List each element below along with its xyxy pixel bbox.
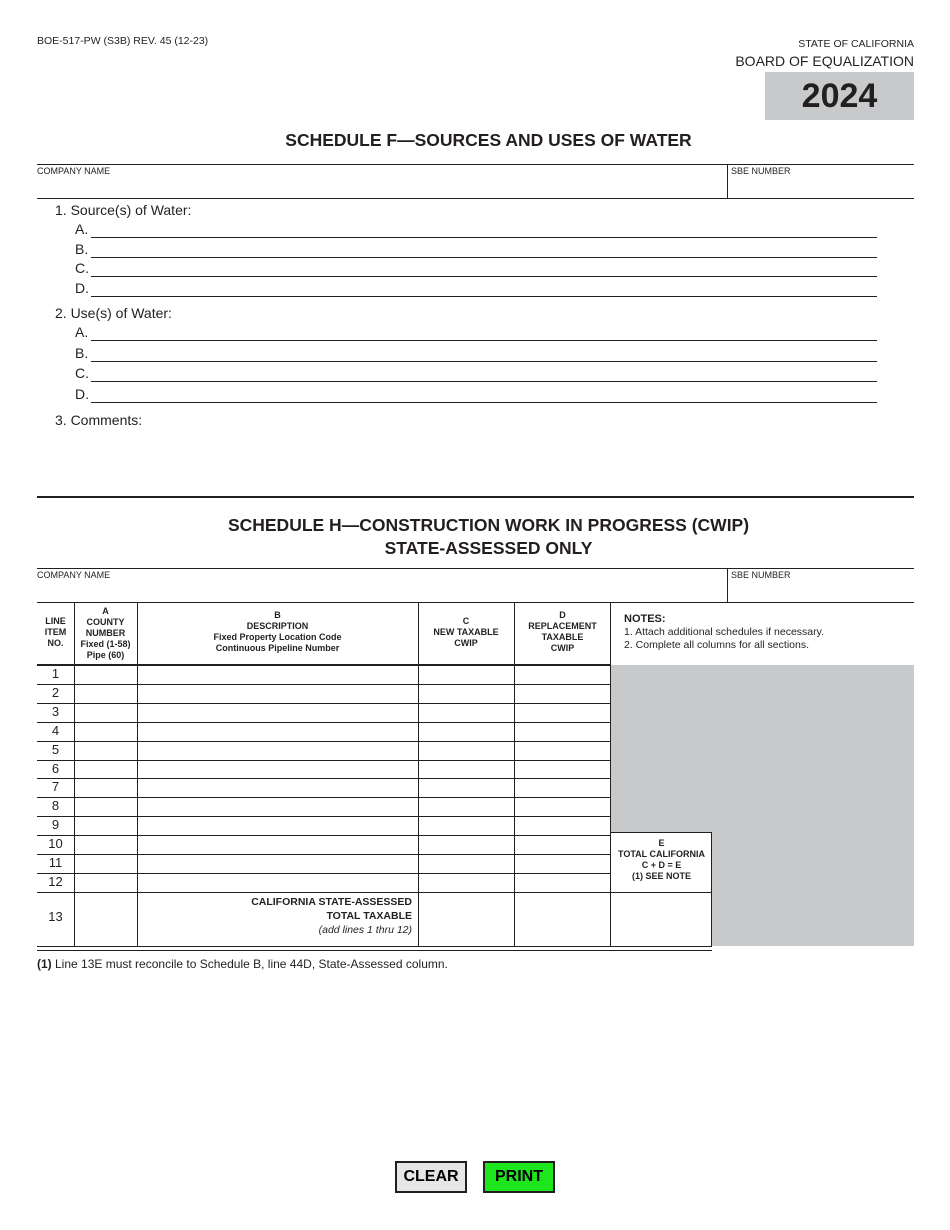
row-number: 11: [48, 855, 63, 870]
schedule-h-subtitle: STATE-ASSESSED ONLY: [384, 538, 593, 558]
row-3-col-b-input[interactable]: [138, 704, 417, 721]
row-6-col-c-input[interactable]: [419, 761, 513, 778]
col-line-header: LINE ITEM NO.: [44, 616, 67, 648]
sbe-cell: [727, 165, 914, 199]
company-name-label: COMPANY NAME: [37, 166, 111, 176]
comments-input[interactable]: [75, 432, 877, 490]
row-2-col-b-input[interactable]: [138, 685, 417, 702]
schedule-f-title: SCHEDULE F—SOURCES AND USES OF WATER: [285, 130, 692, 150]
col-c-header: C NEW TAXABLE CWIP: [433, 616, 499, 648]
row-8-col-c-input[interactable]: [419, 798, 513, 815]
row-number: 7: [51, 779, 60, 795]
use-b-input[interactable]: [91, 344, 877, 362]
row-7-col-b-input[interactable]: [138, 779, 417, 796]
source-row-a: [75, 220, 877, 238]
row-13-col-a-input[interactable]: [75, 893, 136, 945]
sbe-number-label: SBE NUMBER: [731, 570, 791, 580]
schedule-h-sbe-number-input[interactable]: [730, 581, 913, 602]
source-d-input[interactable]: [91, 279, 877, 297]
row-2-col-a-input[interactable]: [75, 685, 136, 702]
source-b-input[interactable]: [91, 240, 877, 258]
row-12-col-a-input[interactable]: [75, 874, 136, 891]
schedule-f-company-row: [37, 164, 914, 199]
row-6-col-b-input[interactable]: [138, 761, 417, 778]
sbe-cell: [727, 569, 914, 603]
board-label: BOARD OF EQUALIZATION: [735, 53, 914, 69]
row-2-col-c-input[interactable]: [419, 685, 513, 702]
notes-block: [624, 613, 824, 652]
row-number: 10: [48, 836, 63, 852]
source-a-input[interactable]: [91, 220, 877, 238]
sbe-number-label: SBE NUMBER: [731, 166, 791, 176]
row-4-col-a-input[interactable]: [75, 723, 136, 740]
row-number: 2: [51, 684, 60, 700]
row-7-col-c-input[interactable]: [419, 779, 513, 796]
question-1-label: 1. Source(s) of Water:: [55, 202, 192, 218]
col-e-header: E TOTAL CALIFORNIA C + D = E (1) SEE NOTE: [618, 838, 705, 881]
row-13-col-d-input[interactable]: [515, 893, 610, 945]
col-rule-e: [610, 602, 611, 946]
row-number: 6: [51, 760, 60, 776]
row-1-col-a-input[interactable]: [75, 666, 136, 683]
use-row-a: [75, 323, 877, 341]
row-8-col-d-input[interactable]: [515, 798, 610, 815]
row-9-col-d-input[interactable]: [515, 817, 610, 834]
row-7-col-a-input[interactable]: [75, 779, 136, 796]
source-row-b: [75, 240, 877, 258]
row-11-col-b-input[interactable]: [138, 855, 417, 872]
row-10-col-d-input[interactable]: [515, 836, 610, 853]
use-a-input[interactable]: [91, 323, 877, 341]
use-row-d: [75, 385, 877, 403]
row-number: 3: [51, 703, 60, 719]
row-3-col-a-input[interactable]: [75, 704, 136, 721]
row-1-col-c-input[interactable]: [419, 666, 513, 683]
table-bottom-rule: [37, 946, 712, 947]
row-4-col-d-input[interactable]: [515, 723, 610, 740]
col-rule-e-right: [711, 832, 712, 946]
row-3-col-c-input[interactable]: [419, 704, 513, 721]
schedule-h-company-row: [37, 568, 914, 603]
schedule-h-company-name-input[interactable]: [37, 581, 725, 602]
line-13-label: CALIFORNIA STATE-ASSESSED TOTAL TAXABLE (add lines 1 thru 12): [251, 896, 412, 936]
letter-c: C.: [75, 365, 89, 381]
row-5-col-d-input[interactable]: [515, 742, 610, 759]
row-1-col-b-input[interactable]: [138, 666, 417, 683]
row-7-col-d-input[interactable]: [515, 779, 610, 796]
state-label: STATE OF CALIFORNIA: [798, 38, 914, 50]
schedule-f-sbe-number-input[interactable]: [730, 177, 913, 198]
row-8-col-a-input[interactable]: [75, 798, 136, 815]
source-row-d: [75, 279, 877, 297]
print-button[interactable]: PRINT: [483, 1161, 555, 1193]
row-8-col-b-input[interactable]: [138, 798, 417, 815]
row-4-col-b-input[interactable]: [138, 723, 417, 740]
schedule-f-company-name-input[interactable]: [37, 177, 725, 198]
row-9-col-a-input[interactable]: [75, 817, 136, 834]
clear-button[interactable]: CLEAR: [395, 1161, 467, 1193]
gray-fill-lower: [712, 832, 914, 946]
row-13-col-e-input[interactable]: [612, 893, 711, 945]
row-9-col-c-input[interactable]: [419, 817, 513, 834]
row-11-col-d-input[interactable]: [515, 855, 610, 872]
gray-fill-upper: [611, 665, 914, 832]
use-row-c: [75, 364, 877, 382]
source-c-input[interactable]: [91, 259, 877, 277]
row-number-13: 13: [48, 908, 63, 924]
row-6-col-d-input[interactable]: [515, 761, 610, 778]
footnote: (1) Line 13E must reconcile to Schedule B, line 44D, State-Assessed column.: [37, 957, 448, 971]
row-number: 12: [48, 873, 63, 889]
use-d-input[interactable]: [91, 385, 877, 403]
row-5-col-c-input[interactable]: [419, 742, 513, 759]
row-13-col-c-input[interactable]: [419, 893, 513, 945]
letter-d: D.: [75, 386, 89, 402]
use-row-b: [75, 344, 877, 362]
note-2: 2. Complete all columns for all sections.: [624, 639, 809, 651]
note-1: 1. Attach additional schedules if necessary.: [624, 626, 825, 638]
row-number: 1: [51, 666, 60, 681]
letter-d: D.: [75, 280, 89, 296]
schedule-h-title: SCHEDULE H—CONSTRUCTION WORK IN PROGRESS (CWIP): [227, 515, 750, 535]
year-box: 2024: [765, 72, 914, 120]
row-10-col-c-input[interactable]: [419, 836, 513, 853]
row-10-col-a-input[interactable]: [75, 836, 136, 853]
col-a-header: A COUNTY NUMBER Fixed (1-58) Pipe (60): [80, 606, 131, 660]
col-d-header: D REPLACEMENT TAXABLE CWIP: [528, 610, 597, 653]
row-number: 5: [51, 741, 60, 757]
row-12-col-d-input[interactable]: [515, 874, 610, 891]
row-number: 9: [51, 817, 60, 833]
row-9-col-b-input[interactable]: [138, 817, 417, 834]
row-number: 4: [51, 722, 60, 738]
table-double-rule: [37, 950, 712, 951]
row-12-col-c-input[interactable]: [419, 874, 513, 891]
row-5-col-b-input[interactable]: [138, 742, 417, 759]
letter-b: B.: [75, 345, 89, 361]
row-4-col-c-input[interactable]: [419, 723, 513, 740]
col-b-header: B DESCRIPTION Fixed Property Location Code Continuous Pipeline Number: [213, 610, 342, 653]
table-top-rule: [37, 602, 914, 603]
row-10-col-b-input[interactable]: [138, 836, 417, 853]
section-divider: [37, 496, 914, 498]
row-1-col-d-input[interactable]: [515, 666, 610, 683]
form-id: BOE-517-PW (S3B) REV. 45 (12-23): [37, 35, 209, 47]
row-number: 8: [51, 798, 60, 814]
row-11-col-c-input[interactable]: [419, 855, 513, 872]
row-6-col-a-input[interactable]: [75, 761, 136, 778]
letter-b: B.: [75, 241, 89, 257]
row-5-col-a-input[interactable]: [75, 742, 136, 759]
row-3-col-d-input[interactable]: [515, 704, 610, 721]
question-2-label: 2. Use(s) of Water:: [55, 305, 172, 321]
company-name-label: COMPANY NAME: [37, 570, 111, 580]
row-12-col-b-input[interactable]: [138, 874, 417, 891]
notes-title: NOTES:: [624, 613, 666, 625]
letter-a: A.: [75, 221, 89, 237]
col-e-top-rule: [611, 832, 712, 833]
question-3-label: 3. Comments:: [55, 412, 143, 428]
source-row-c: [75, 259, 877, 277]
letter-a: A.: [75, 324, 89, 340]
letter-c: C.: [75, 260, 89, 276]
row-2-col-d-input[interactable]: [515, 685, 610, 702]
use-c-input[interactable]: [91, 364, 877, 382]
row-11-col-a-input[interactable]: [75, 855, 136, 872]
